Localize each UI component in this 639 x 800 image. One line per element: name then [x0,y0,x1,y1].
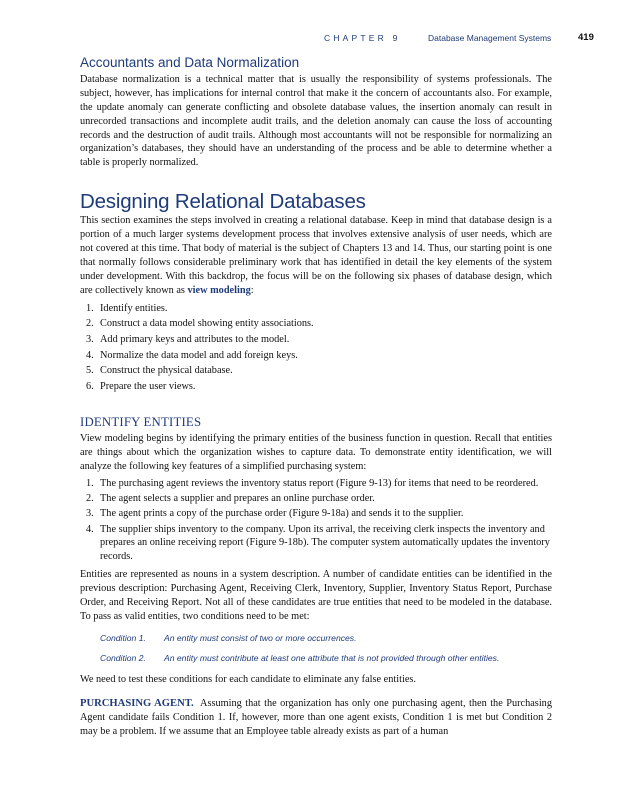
view-modeling-term: view modeling [187,284,251,296]
condition-1 [100,632,552,645]
list-text: Prepare the user views. [100,381,196,393]
list-text: The supplier ships inventory to the company. Upon its arrival, the receiving clerk inspects the inventory and prepares an online receiving report (Figure 9-18b). The computer system automatically updates the inventory records. [100,523,550,563]
condition-text: An entity must contribute at least one attribute that is not provided through other entities. [164,652,500,663]
designing-paragraph-text: This section examines the steps involved in creating a relational database. Keep in mind that database design is a portion of a much larger systems development process that involves extensive analysis of user needs, which are not covered at this time. That body of material is the subject of Chapters 13 and 14. Thus, our starting point is one that normally follows considerable preliminary work that has identified in detail the key elements of the system under development. With this backdrop, the focus will be on the following six phases of database design, which are collectively known as [80,215,552,296]
chapter-title: Database Management Systems [428,33,552,43]
designing-paragraph-end: : [250,284,254,296]
purchasing-agent-paragraph [80,697,552,739]
identify-entities-paragraph: View modeling begins by identifying the primary entities of the business function in question. Recall that entities are things about which the organization wishes to capture data. To demonstrate entity identification, we will analyze the following key features of a simplified purchasing system: [80,432,552,472]
list-number: 1. [86,302,94,314]
list-text: The purchasing agent reviews the inventory status report (Figure 9-13) for items that need to be reordered. [100,477,539,489]
page-body [80,56,552,739]
list-text: Identify entities. [100,302,168,314]
list-text: The agent selects a supplier and prepares an online purchase order. [100,492,375,504]
list-number: 6. [86,381,94,393]
list-item [80,523,552,565]
list-text: Construct the physical database. [100,365,233,377]
list-text: Add primary keys and attributes to the model. [100,334,290,345]
list-item [80,477,552,491]
list-item [80,333,552,347]
list-item [80,349,552,363]
list-text: The agent prints a copy of the purchase order (Figure 9-18a) and sends it to the supplier. [100,508,464,520]
list-text: Normalize the data model and add foreign keys. [100,349,298,361]
purchasing-features-list [80,477,552,565]
list-item [80,364,552,378]
condition-label: Condition 1. [100,632,146,643]
running-header [0,31,600,45]
list-item [80,302,552,316]
list-number: 5. [86,365,94,377]
section-heading-designing: Designing Relational Databases [80,190,366,214]
list-number: 4. [86,349,94,361]
page-number: 419 [578,32,594,43]
condition-text: An entity must consist of two or more occurrences. [164,632,357,643]
list-item [80,492,552,506]
list-item [80,380,552,394]
list-number: 3. [86,334,94,345]
designing-paragraph [80,214,552,297]
section-heading-identify-entities: IDENTIFY ENTITIES [80,415,202,430]
list-number: 3. [86,508,94,520]
test-conditions-paragraph: We need to test these conditions for each candidate to eliminate any false entities. [80,673,416,685]
entities-paragraph: Entities are represented as nouns in a system description. A number of candidate entities can be identified in the previous description: Purchasing Agent, Receiving Clerk, Inventory, Supplier, Inventory Status Report, Purchase Order, and Receiving Report. Not all of these candidates are true entities that need to be modeled in the database. To pass as valid entities, two conditions need to be met: [80,569,552,622]
list-item [80,317,552,331]
list-item [80,507,552,521]
list-number: 1. [86,477,94,489]
condition-2 [100,652,552,665]
purchasing-agent-text: Assuming that the organization has only one purchasing agent, then the Purchasing Agent candidate fails Condition 1. If, however, more than one agent exists, Condition 1 is met but Condition 2 may be a problem. If we assume that an Employee table already exists as part of a human [80,697,552,737]
list-text: Construct a data model showing entity associations. [100,318,314,330]
chapter-label: CHAPTER 9 [324,33,401,43]
list-number: 2. [86,318,94,330]
purchasing-agent-heading: PURCHASING AGENT. [80,697,194,709]
condition-label: Condition 2. [100,652,146,663]
section-heading-normalization: Accountants and Data Normalization [80,55,300,70]
list-number: 4. [86,523,94,535]
phases-list [80,302,552,394]
normalization-paragraph: Database normalization is a technical matter that is usually the responsibility of systems professionals. The subject, however, has implications for internal control that make it the concern of accountants also. For example, the update anomaly can generate conflicting and obsolete database values, the insertion anomaly can result in unrecorded transactions and incomplete audit trails, and the deletion anomaly can cause the loss of accounting records and the destruction of audit trails. Although most accountants will not be responsible for normalizing an organization’s databases, they should have an understanding of the process and be able to determine whether a table is properly normalized. [80,73,552,169]
list-number: 2. [86,492,94,504]
conditions-block [100,632,552,665]
